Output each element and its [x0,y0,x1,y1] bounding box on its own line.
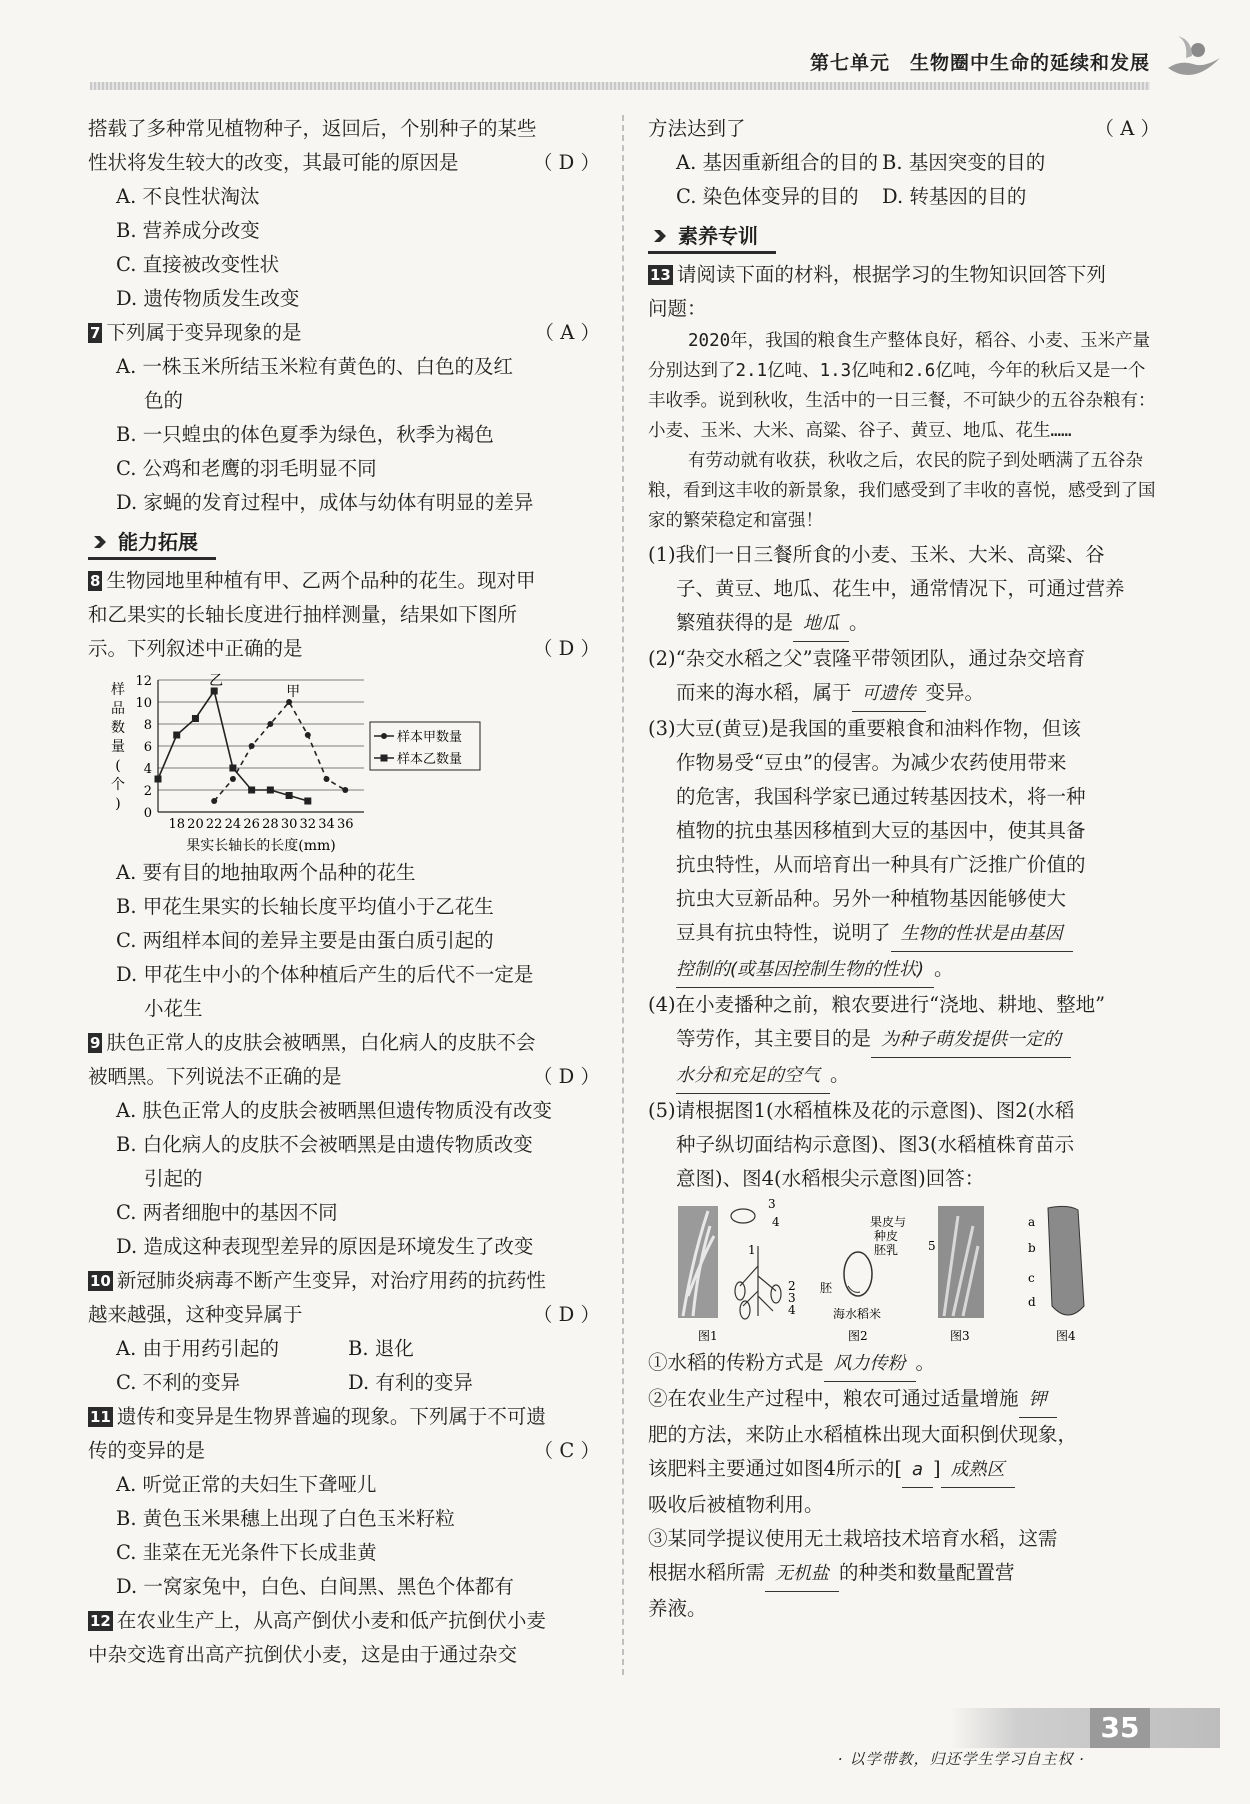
c3-line-1: ③某同学提议使用无土栽培技术培育水稻，这需 [648,1527,1058,1550]
q10-line-2: 越来越强，这种变异属于 （ D ） [88,1298,600,1332]
q8-option-d: D. 甲花生中小的个体种植后产生的后代不一定是 [116,963,534,986]
y-axis-label-char: 量 [111,739,125,755]
q6-line-2: 性状将发生较大的改变，其最可能的原因是 （ D ） [88,146,600,180]
fig4-label-d: d [1028,1295,1036,1309]
fig3-label-5: 5 [928,1239,936,1253]
fig1-label-1: 1 [748,1243,756,1257]
left-column [88,112,600,1672]
page-header [0,40,1250,90]
s3-answer-blank-1: 生物的性状是由基因 [891,917,1073,952]
data-point-jia [324,776,330,782]
q12-option-b: B. 基因突变的目的 [882,151,1046,174]
fig2-label-seedcoat: 种皮 [874,1229,899,1243]
q9-line-1: 9 肤色正常人的皮肤会被晒黑，白化病人的皮肤不会 [90,1031,536,1054]
right-column [648,112,1160,1626]
fig2-seed-drawing [844,1252,872,1296]
q10-line-1: 10 新冠肺炎病毒不断产生变异，对治疗用药的抗药性 [90,1269,546,1292]
q6-option-c: C. 直接被改变性状 [116,253,280,276]
q6-option-b: B. 营养成分改变 [116,219,260,242]
peanut-length-chart [88,666,600,856]
q9-option-c: C. 两者细胞中的基因不同 [116,1201,338,1224]
data-point-yi [267,787,274,794]
data-point-yi [155,776,162,783]
legend-label: 样本甲数量 [397,730,463,745]
q6-option-d: D. 遗传物质发生改变 [116,287,300,310]
section-title: 素养专训 [648,221,776,254]
data-point-yi [286,792,293,799]
footer-band [950,1708,1220,1748]
series-line-jia [214,702,345,801]
reading-passage-2: 有劳动就有收获，秋收之后，农民的院子到处晒满了五谷杂粮，看到这丰收的新景象，我们感受到了丰收的喜悦，感受到了国家的繁荣稳定和富强！ [648,451,1156,531]
fig1-label-4a: 4 [772,1215,780,1229]
q9-number: 9 [90,1034,101,1052]
c1-line: ①水稻的传粉方式是 风力传粉 。 [648,1346,1160,1382]
fig4-label-c: c [1028,1271,1035,1285]
data-point-jia [267,721,273,727]
rice-figures-svg [648,1196,1160,1346]
data-point-yi [248,787,255,794]
q12-answer: （ A ） [1094,117,1160,140]
q11-option-b: B. 黄色玉米果穗上出现了白色玉米籽粒 [116,1507,455,1530]
q12-option-d: D. 转基因的目的 [882,185,1027,208]
s1-answer-blank: 地瓜 [793,607,849,642]
q8-option-b: B. 甲花生果实的长轴长度平均值小于乙花生 [116,895,494,918]
s3-line-6: 抗虫大豆新品种。另外一种植物基因能够使大 [676,887,1067,910]
s5-line-3: 意图)、图4(水稻根尖示意图)回答： [676,1167,985,1190]
x-tick-label: 26 [243,817,260,832]
leaf-logo-icon [1158,28,1228,88]
q9-option-b: B. 白化病人的皮肤不会被晒黑是由遗传物质改变 [116,1133,533,1156]
fig2-label-endosperm: 胚乳 [874,1243,899,1257]
q13-number: 13 [650,266,671,284]
section-title: 能力拓展 [88,527,216,560]
fig1-label-2: 2 [788,1279,796,1293]
q8-line-3: 示。下列叙述中正确的是 （ D ） [88,632,600,666]
q8-answer: （ D ） [532,637,600,660]
legend-label: 样本乙数量 [397,752,463,767]
q7-answer: （ A ） [534,321,600,344]
y-axis-label-char: ( [115,758,121,774]
fig2-caption: 图2 [848,1329,868,1343]
x-tick-label: 28 [262,817,279,832]
q11-answer: （ C ） [533,1439,600,1462]
header-rule [90,82,1150,90]
c2-line-1: ②在农业生产过程中，粮农可通过适量增施 钾 [648,1382,1160,1418]
y-tick-label: 2 [143,784,152,799]
y-tick-label: 12 [135,674,152,689]
q12-number: 12 [90,1612,111,1630]
q13-line-1: 13 请阅读下面的材料，根据学习的生物知识回答下列 [650,263,1106,286]
q12-option-c: C. 染色体变异的目的 [676,185,859,208]
q6-answer: （ D ） [532,151,600,174]
data-point-jia [342,787,348,793]
q12-option-a: A. 基因重新组合的目的 [676,151,878,174]
c2-answer-blank-1: 钾 [1019,1383,1057,1418]
x-tick-label: 34 [318,817,335,832]
s4-line-2: 等劳作，其主要目的是 为种子萌发提供一定的 [648,1022,1160,1058]
fig4-label-b: b [1028,1241,1036,1255]
fig4-label-a: a [1028,1215,1036,1229]
fig1-label-4b: 4 [788,1303,796,1317]
q8-number: 8 [90,572,101,590]
fig1-caption: 图1 [698,1329,718,1343]
q7-number: 7 [90,324,101,342]
s3-line-7: 豆具有抗虫特性，说明了 生物的性状是由基因 [648,916,1160,952]
data-point-jia [211,798,217,804]
rice-figures [648,1196,1160,1346]
q11-line-1: 11 遗传和变异是生物界普遍的现象。下列属于不可遗 [90,1405,546,1428]
s4-answer-blank-2: 水分和充足的空气 [676,1059,830,1094]
q7-option-a-cont: 色的 [144,389,184,412]
column-divider [622,115,624,1675]
c3-line-2: 根据水稻所需 无机盐 的种类和数量配置营 [648,1556,1160,1592]
fig4-root-drawing [1048,1206,1084,1315]
q11-number: 11 [90,1408,111,1426]
q8-option-d-cont: 小花生 [144,997,203,1020]
q8-line-2: 和乙果实的长轴长度进行抽样测量，结果如下图所 [88,603,518,626]
q9-answer: （ D ） [532,1065,600,1088]
fig1-photo [678,1206,718,1318]
c2-line-3: 该肥料主要通过如图4所示的[ a ] 成熟区 [648,1452,1160,1488]
y-axis-label-char: 数 [111,720,125,736]
q7-stem: 7 下列属于变异现象的是 （ A ） [88,316,600,350]
q12-line-1: 12 在农业生产上，从高产倒伏小麦和低产抗倒伏小麦 [90,1609,546,1632]
q11-line-2: 传的变异的是 （ C ） [88,1434,600,1468]
page-footer [0,1700,1250,1768]
q8-line-1: 8 生物园地里种植有甲、乙两个品种的花生。现对甲 [90,569,536,592]
s1-line-3: 繁殖获得的是 地瓜 。 [648,606,1160,642]
q10-option-b: B. 退化 [348,1337,414,1360]
x-tick-label: 18 [168,817,186,832]
page-number: 35 [1090,1708,1150,1748]
q8-option-c: C. 两组样本间的差异主要是由蛋白质引起的 [116,929,494,952]
x-tick-label: 30 [280,817,298,832]
x-tick-label: 32 [299,817,317,832]
y-axis-label-char: 品 [111,701,125,717]
s3-line-5: 抗虫特性，从而培育出一种具有广泛推广价值的 [676,853,1086,876]
c2-line-2: 肥的方法，来防止水稻植株出现大面积倒伏现象， [648,1423,1078,1446]
section-literacy [648,216,1160,256]
s1-line-1: (1)我们一日三餐所食的小麦、玉米、大米、高粱、谷 [648,543,1105,566]
data-point-jia [305,732,311,738]
q6-option-a: A. 不良性状淘汰 [116,185,260,208]
q11-option-d: D. 一窝家兔中，白色、白间黑、黑色个体都有 [116,1575,514,1598]
s4-line-3: 水分和充足的空气 。 [648,1058,1160,1094]
y-axis-label-char: ) [115,796,121,812]
data-point-yi [304,798,311,805]
s3-line-4: 植物的抗虫基因移植到大豆的基因中，使其具备 [676,819,1086,842]
series-peak-label: 甲 [286,684,301,700]
c3-answer-blank: 无机盐 [765,1557,839,1592]
q8-option-a: A. 要有目的地抽取两个品种的花生 [116,861,416,884]
s3-line-8: 控制的(或基因控制生物的性状) 。 [648,952,1160,988]
fig1-label-3b: 3 [788,1291,796,1305]
q11-option-a: A. 听觉正常的夫妇生下聋哑儿 [116,1473,377,1496]
x-tick-label: 20 [187,817,204,832]
q10-answer: （ D ） [532,1303,600,1326]
c2-answer-blank-2: a [902,1453,933,1488]
y-tick-label: 4 [143,762,152,777]
data-point-jia [230,776,236,782]
x-tick-label: 22 [205,817,223,832]
s3-line-2: 作物易受“豆虫”的侵害。为减少农药使用带来 [676,751,1067,774]
q12-options-cd [648,180,1160,214]
data-point-jia [249,743,255,749]
legend-marker [381,733,387,739]
q12-options-ab [648,146,1160,180]
y-axis-label-char: 个 [111,777,125,793]
s5-line-2: 种子纵切面结构示意图)、图3(水稻植株育苗示 [676,1133,1075,1156]
s4-line-1: (4)在小麦播种之前，粮农要进行“浇地、耕地、整地” [648,993,1106,1016]
q6-line-1: 搭载了多种常见植物种子，返回后，个别种子的某些 [88,117,537,140]
q10-number: 10 [90,1272,111,1290]
s1-line-2: 子、黄豆、地瓜、花生中，通常情况下，可通过营养 [676,577,1125,600]
reading-passage-1: 2020年，我国的粮食生产整体良好，稻谷、小麦、玉米产量分别达到了2.1亿吨、1.3亿吨和2.6亿吨，今年的秋后又是一个丰收季。说到秋收，生活中的一日三餐，不可缺少的五谷杂粮有：小麦、玉米、大米、高粱、谷子、黄豆、地瓜、花生…… [648,331,1156,441]
s2-answer-blank: 可遗传 [852,677,926,712]
c1-answer-blank: 风力传粉 [824,1347,916,1382]
q10-options-cd [88,1366,600,1400]
y-tick-label: 10 [135,696,152,711]
q9-line-2: 被晒黑。下列说法不正确的是 （ D ） [88,1060,600,1094]
y-tick-label: 0 [143,806,152,821]
line-chart-svg [88,666,600,856]
unit-title: 第七单元 生物圈中生命的延续和发展 [809,52,1150,74]
q10-option-d: D. 有利的变异 [348,1371,473,1394]
x-tick-label: 24 [224,817,242,832]
q13-line-2: 问题： [648,297,707,320]
y-tick-label: 6 [143,740,152,755]
s3-line-1: (3)大豆(黄豆)是我国的重要粮食和油料作物，但该 [648,717,1081,740]
fig2-label-pericarp: 果皮与 [870,1215,907,1229]
s2-line-2: 而来的海水稻，属于 可遗传 变异。 [648,676,1160,712]
q9-option-b-cont: 引起的 [144,1167,203,1190]
data-point-yi [192,715,199,722]
fig4-caption: 图4 [1056,1329,1076,1343]
fig2-label-rice: 海水稻米 [833,1307,882,1321]
fig1-label-3a: 3 [768,1197,776,1211]
q11-option-c: C. 韭菜在无光条件下长成韭黄 [116,1541,377,1564]
c2-answer-blank-3: 成熟区 [941,1453,1015,1488]
q9-option-d: D. 造成这种表现型差异的原因是环境发生了改变 [116,1235,534,1258]
q9-option-a: A. 肤色正常人的皮肤会被晒黑但遗传物质没有改变 [116,1099,552,1122]
fig2-label-embryo: 胚 [820,1281,833,1295]
s3-answer-blank-2: 控制的(或基因控制生物的性状) [676,953,934,988]
y-axis-label-char: 样 [111,682,125,698]
fig3-caption: 图3 [950,1329,970,1343]
x-tick-label: 36 [336,817,354,832]
q10-option-a: A. 由于用药引起的 [116,1337,279,1360]
data-point-yi [229,765,236,772]
q7-option-d: D. 家蝇的发育过程中，成体与幼体有明显的差异 [116,491,534,514]
footer-motto: · 以学带教，归还学生学习自主权 · [837,1750,1085,1768]
q7-option-b: B. 一只蝗虫的体色夏季为绿色，秋季为褐色 [116,423,494,446]
q7-option-c: C. 公鸡和老鹰的羽毛明显不同 [116,457,377,480]
c3-line-3: 养液。 [648,1597,707,1620]
s3-line-3: 的危害，我国科学家已通过转基因技术，将一种 [676,785,1086,808]
q10-option-c: C. 不利的变异 [116,1371,241,1394]
q12-line-2: 中杂交选育出高产抗倒伏小麦，这是由于通过杂交 [88,1643,518,1666]
s4-answer-blank-1: 为种子萌发提供一定的 [871,1023,1071,1058]
c2-line-4: 吸收后被植物利用。 [648,1493,824,1516]
y-tick-label: 8 [143,718,152,733]
q10-options-ab [88,1332,600,1366]
legend-marker [381,755,388,762]
section-ability [88,522,600,562]
s2-line-1: (2)“杂交水稻之父”袁隆平带领团队，通过杂交培育 [648,647,1086,670]
q12-cont: 方法达到了 （ A ） [648,112,1160,146]
s5-line-1: (5)请根据图1(水稻植株及花的示意图)、图2(水稻 [648,1099,1075,1122]
q7-option-a: A. 一株玉米所结玉米粒有黄色的、白色的及红 [116,355,513,378]
x-axis-label: 果实长轴长的长度(mm) [186,838,336,854]
series-peak-label: 乙 [209,673,224,689]
data-point-yi [173,732,180,739]
